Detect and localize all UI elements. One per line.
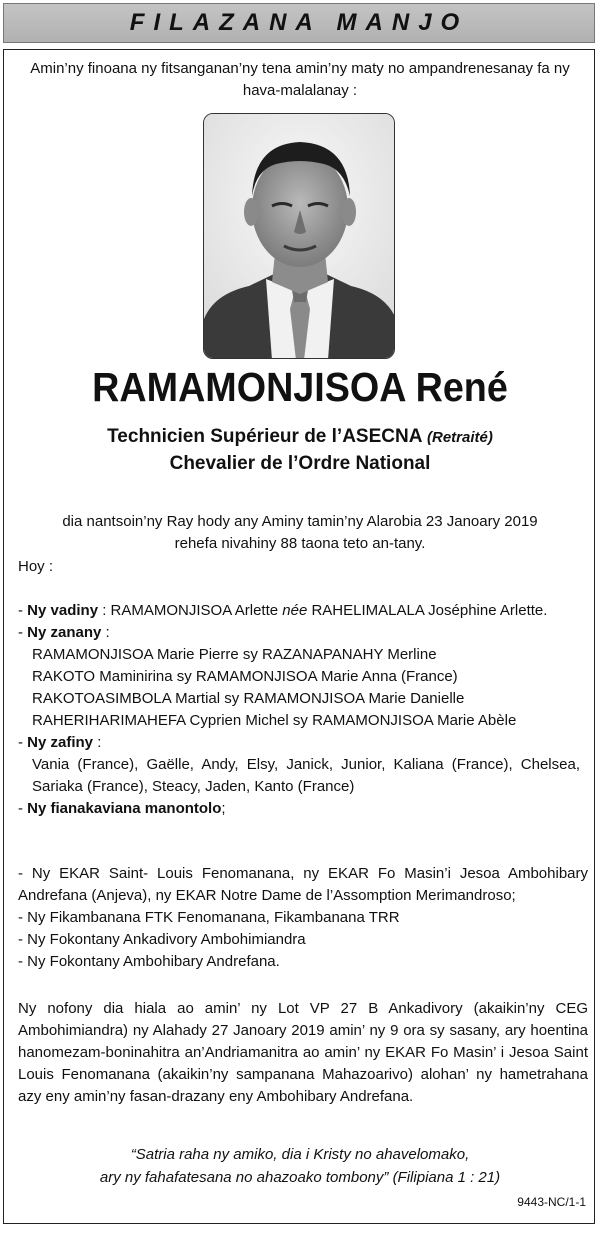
reference-code: 9443-NC/1-1 <box>517 1195 586 1209</box>
children-label: Ny zanany <box>27 624 102 641</box>
header-banner <box>3 3 595 43</box>
death-line-2: rehefa nivahiny 88 taona teto an-tany. <box>174 535 426 552</box>
deceased-title-note: (Retraité) <box>427 429 493 446</box>
family-label: Ny fianakaviana manontolo <box>27 800 222 817</box>
family-list <box>18 600 588 820</box>
grandchildren-heading: - Ny zafiny : <box>18 734 102 751</box>
group-ekar: - Ny EKAR Saint- Louis Fenomanana, ny EKAR Fo Masin’i Jesoa Ambohibary Andrefana (Anjeva), ny EKAR Notre Dame de l’Assomption Merimandroso; <box>18 865 588 904</box>
group-fikambanana: - Ny Fikambanana FTK Fenomanana, Fikambanana TRR <box>18 909 400 926</box>
spouse-label: Ny vadiny <box>27 602 99 619</box>
death-announcement <box>14 511 586 555</box>
groups-list <box>18 863 588 973</box>
child-row: RAKOTOASIMBOLA Martial sy RAMAMONJISOA Marie Danielle <box>32 690 465 707</box>
child-row: RAMAMONJISOA Marie Pierre sy RAZANAPANAHY Merline <box>32 646 437 663</box>
deceased-name: RAMAMONJISOA René <box>92 364 508 410</box>
spouse-text-b: RAHELIMALALA Joséphine Arlette. <box>307 602 548 619</box>
quote-line-2: ary ny fahafatesana no ahazoako tombony” (Filipiana 1 : 21) <box>99 1169 501 1186</box>
death-line-1: dia nantsoin’ny Ray hody any Aminy tamin’ny Alarobia 23 Janoary 2019 <box>62 513 538 530</box>
child-row: RAKOTO Maminirina sy RAMAMONJISOA Marie Anna (France) <box>32 668 458 685</box>
family-row: - Ny fianakaviana manontolo; <box>18 800 226 817</box>
header-title: FILAZANA MANJO <box>129 9 469 36</box>
grandchildren-label: Ny zafiny <box>27 734 94 751</box>
portrait-photo <box>203 113 395 359</box>
deceased-title <box>0 426 600 448</box>
grandchildren-text: Vania (France), Gaëlle, Andy, Elsy, Janick, Junior, Kaliana (France), Chelsea, Sariaka (France), Steacy, Jaden, Kanto (France) <box>32 756 580 795</box>
portrait-illustration <box>204 114 395 359</box>
deceased-title-text: Technicien Supérieur de l’ASECNA <box>107 426 422 447</box>
funeral-details: Ny nofony dia hiala ao amin’ ny Lot VP 27 B Ankadivory (akaikin’ny CEG Ambohimiandra) ny Alahady 27 Janoary 2019 amin’ ny 9 ora sy sasany, ary hoentina hanomezam-boninahitra an’Andriamanitra ao amin’ ny EKAR Fo Masin’ i Jesoa Saint Louis Fenomanana (akaikin’ny sampanana Mahazoarivo) alohan’ ny hametrahana azy eny amin’ny fasan-drazany eny Ambohibary Andrefana. <box>18 1000 588 1105</box>
group-fokontany-2: - Ny Fokontany Ambohibary Andrefana. <box>18 953 280 970</box>
children-heading: - Ny zanany : <box>18 624 110 641</box>
deceased-honor: Chevalier de l’Ordre National <box>169 453 431 474</box>
spouse-nee: née <box>282 602 308 619</box>
spouse-row: - Ny vadiny : RAMAMONJISOA Arlette née RAHELIMALALA Joséphine Arlette. <box>18 602 548 619</box>
quote-line-1: “Satria raha ny amiko, dia i Kristy no ahavelomako, <box>130 1146 470 1163</box>
child-row: RAHERIHARIMAHEFA Cyprien Michel sy RAMAMONJISOA Marie Abèle <box>32 712 517 729</box>
spouse-text-a: : RAMAMONJISOA Arlette <box>102 602 283 619</box>
group-fokontany-1: - Ny Fokontany Ankadivory Ambohimiandra <box>18 931 306 948</box>
intro-text: Amin’ny finoana ny fitsanganan’ny tena amin’ny maty no ampandrenesanay fa ny hava-malalanay : <box>30 60 570 99</box>
hoy-label: Hoy : <box>18 558 54 575</box>
